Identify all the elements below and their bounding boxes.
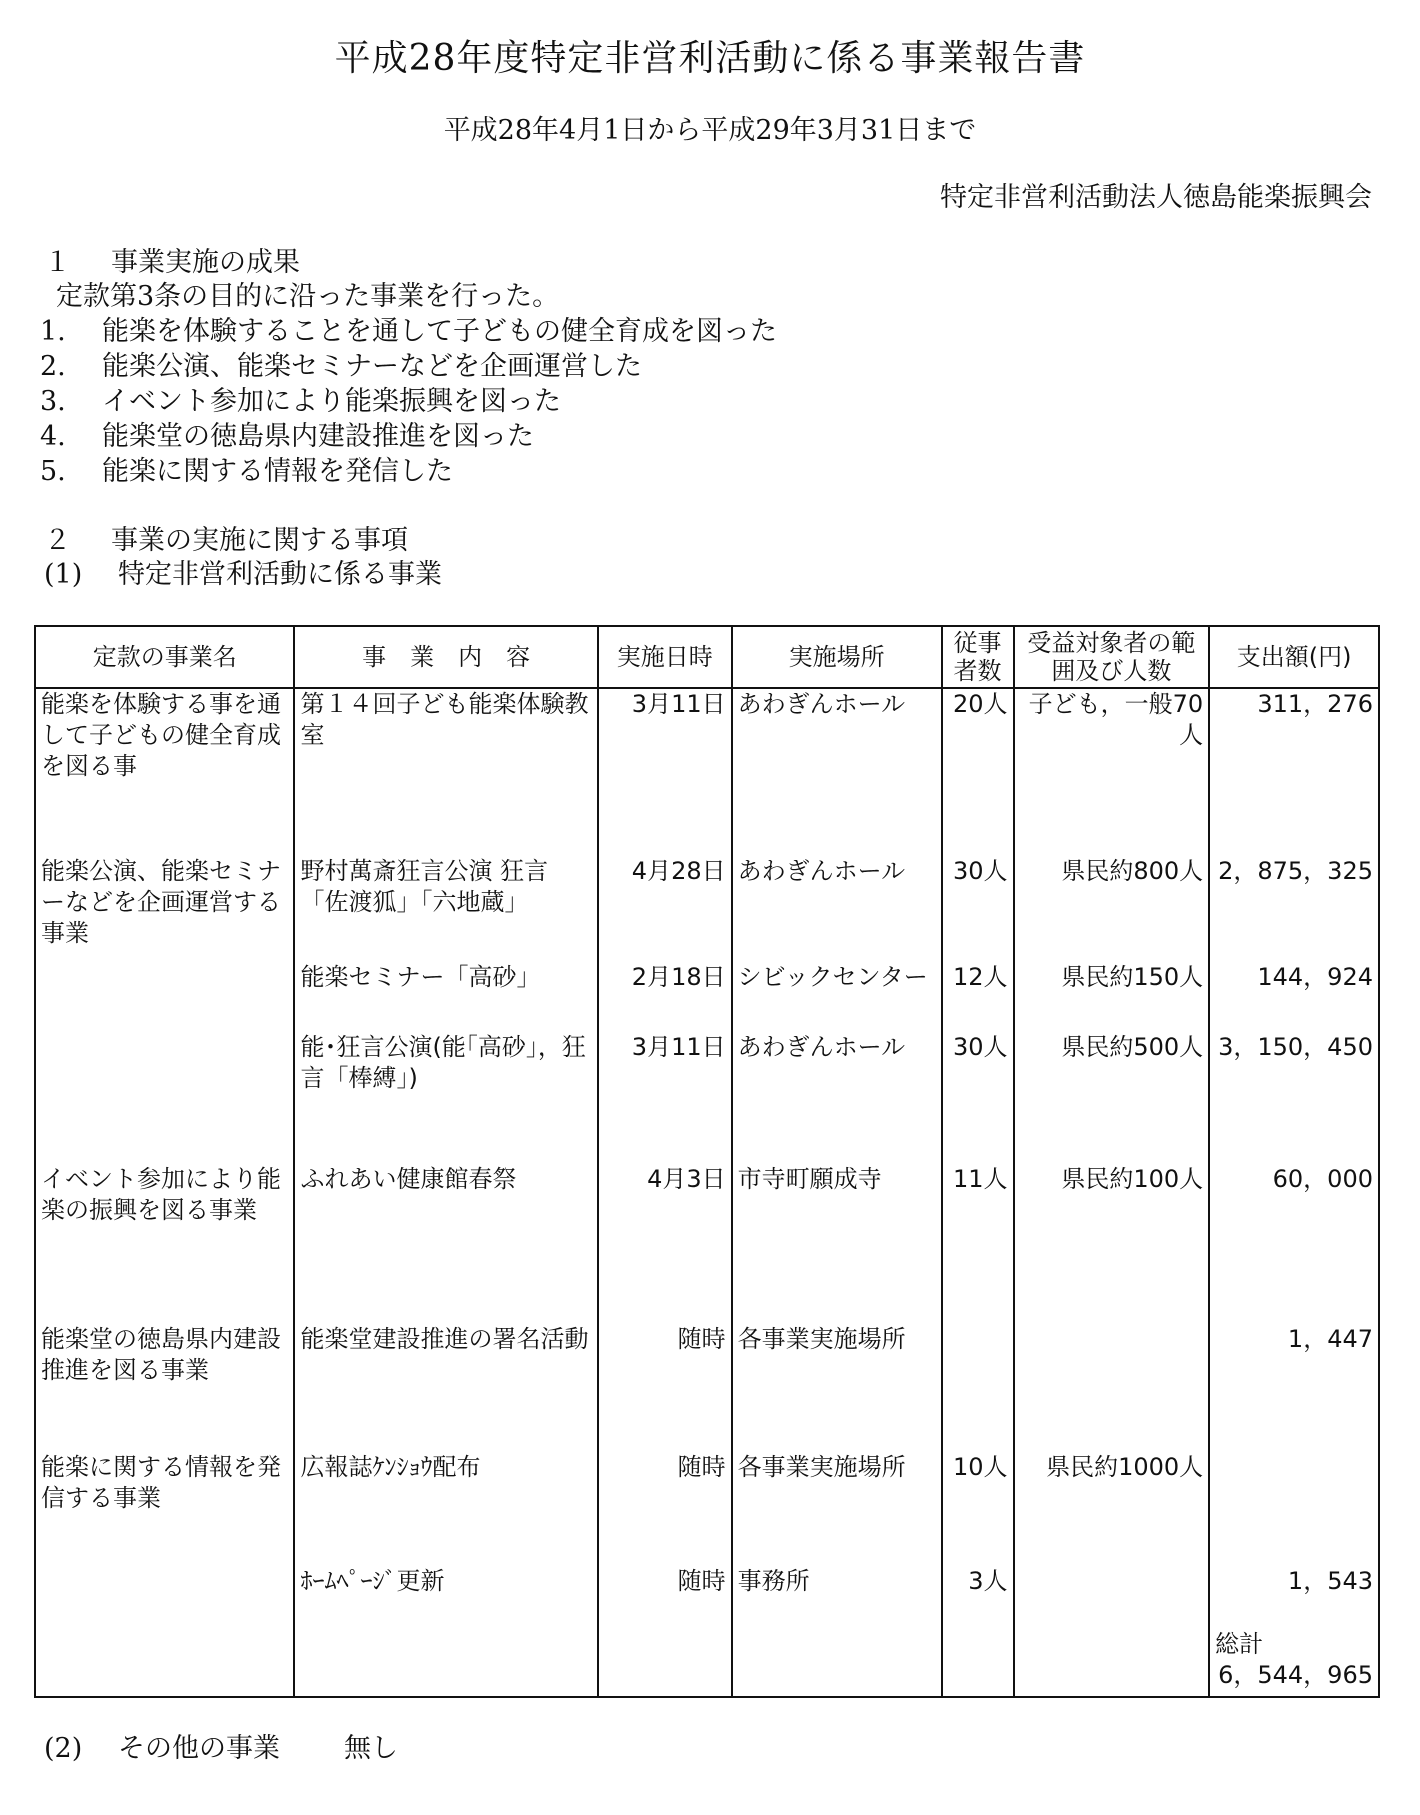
section1-heading xyxy=(44,246,300,280)
cell-date: 3月11日 xyxy=(598,1032,732,1164)
item-number: 1. xyxy=(40,316,66,347)
achievement-item xyxy=(40,350,642,384)
cell-place: 各事業実施場所 xyxy=(732,1324,942,1452)
cell-business-name: 能楽公演、能楽セミナーなどを企画運営する事業 xyxy=(35,856,294,1164)
cell-date: 随時 xyxy=(598,1566,732,1697)
business-report-table xyxy=(34,625,1380,1698)
cell-date: 4月28日 xyxy=(598,856,732,962)
table-row xyxy=(35,688,1379,856)
subsection1-number: (1) xyxy=(44,559,83,590)
cell-date: 随時 xyxy=(598,1452,732,1566)
header-beneficiary: 受益対象者の範囲及び人数 xyxy=(1014,626,1210,688)
cell-staff: 11人 xyxy=(942,1164,1014,1324)
item-text: イベント参加により能楽振興を図った xyxy=(102,386,561,417)
cell-place: 各事業実施場所 xyxy=(732,1452,942,1566)
cell-beneficiary: 県民約800人 xyxy=(1014,856,1210,962)
cell-place: シビックセンター xyxy=(732,962,942,1032)
total-value: 6，544，965 xyxy=(1218,1661,1373,1689)
cell-place: 事務所 xyxy=(732,1566,942,1697)
item-text: 能楽堂の徳島県内建設推進を図った xyxy=(102,421,534,452)
cell-amount: 1，447 xyxy=(1209,1324,1379,1452)
cell-content: 第１４回子ども能楽体験教室 xyxy=(294,688,597,856)
header-staff-count: 従事者数 xyxy=(942,626,1014,688)
cell-content: 能楽堂建設推進の署名活動 xyxy=(294,1324,597,1452)
subsection2-value: 無し xyxy=(344,1733,398,1764)
section2-heading xyxy=(44,524,408,558)
cell-staff: 12人 xyxy=(942,962,1014,1032)
table-row xyxy=(35,856,1379,962)
cell-business-name: イベント参加により能楽の振興を図る事業 xyxy=(35,1164,294,1324)
cell-staff: 10人 xyxy=(942,1452,1014,1566)
cell-date: 3月11日 xyxy=(598,688,732,856)
header-business-name: 定款の事業名 xyxy=(35,626,294,688)
organization-name: 特定非営利活動法人徳島能楽振興会 xyxy=(940,182,1372,213)
cell-beneficiary: 県民約150人 xyxy=(1014,962,1210,1032)
cell-content: ﾎｰﾑﾍﾟｰｼﾞ更新 xyxy=(294,1566,597,1697)
subsection2-title: その他の事業 xyxy=(118,1733,280,1764)
cell-place: あわぎんホール xyxy=(732,1032,942,1164)
cell-beneficiary xyxy=(1014,1566,1210,1697)
header-date: 実施日時 xyxy=(598,626,732,688)
item-text: 能楽に関する情報を発信した xyxy=(102,456,453,487)
cell-amount: 3，150，450 xyxy=(1209,1032,1379,1164)
cell-staff: 30人 xyxy=(942,1032,1014,1164)
section1-intro: 定款第3条の目的に沿った事業を行った。 xyxy=(56,281,560,312)
section1-number: １ xyxy=(44,247,71,278)
subsection2-number: (2) xyxy=(44,1733,83,1764)
item-number: 3. xyxy=(40,386,66,417)
cell-staff: 20人 xyxy=(942,688,1014,856)
item-text: 能楽公演、能楽セミナーなどを企画運営した xyxy=(102,351,642,382)
total-label: 総計 xyxy=(1215,1630,1264,1658)
cell-date: 4月3日 xyxy=(598,1164,732,1324)
cell-beneficiary: 県民約500人 xyxy=(1014,1032,1210,1164)
header-content: 事 業 内 容 xyxy=(294,626,597,688)
cell-beneficiary: 子ども，一般70人 xyxy=(1014,688,1210,856)
header-amount: 支出額(円) xyxy=(1209,626,1379,688)
cell-place: あわぎんホール xyxy=(732,856,942,962)
subsection2 xyxy=(44,1732,398,1766)
section2-title: 事業の実施に関する事項 xyxy=(111,525,408,556)
cell-beneficiary: 県民約1000人 xyxy=(1014,1452,1210,1566)
achievement-item xyxy=(40,455,453,489)
cell-amount: 60，000 xyxy=(1209,1164,1379,1324)
cell-staff xyxy=(942,1324,1014,1452)
table-row xyxy=(35,1164,1379,1324)
document-title: 平成28年度特定非営利活動に係る事業報告書 xyxy=(334,38,1086,79)
header-place: 実施場所 xyxy=(732,626,942,688)
item-number: 5. xyxy=(40,456,66,487)
table-header-row xyxy=(35,626,1379,688)
section1-title: 事業実施の成果 xyxy=(111,247,300,278)
report-period: 平成28年4月1日から平成29年3月31日まで xyxy=(443,115,977,146)
cell-business-name: 能楽に関する情報を発信する事業 xyxy=(35,1452,294,1697)
subsection1-heading xyxy=(44,558,442,592)
cell-beneficiary: 県民約100人 xyxy=(1014,1164,1210,1324)
cell-staff: 30人 xyxy=(942,856,1014,962)
cell-beneficiary xyxy=(1014,1324,1210,1452)
cell-amount xyxy=(1209,1452,1379,1566)
cell-date: 2月18日 xyxy=(598,962,732,1032)
cell-amount-value: 1，543 xyxy=(1287,1567,1373,1595)
item-number: 4. xyxy=(40,421,66,452)
cell-content: 野村萬斎狂言公演 狂言「佐渡狐」「六地蔵」 xyxy=(294,856,597,962)
subsection1-title: 特定非営利活動に係る事業 xyxy=(118,559,442,590)
cell-place: 市寺町願成寺 xyxy=(732,1164,942,1324)
section2-number: ２ xyxy=(44,525,71,556)
cell-amount: 311，276 xyxy=(1209,688,1379,856)
cell-content: 能楽セミナー「高砂」 xyxy=(294,962,597,1032)
achievement-item xyxy=(40,385,561,419)
item-text: 能楽を体験することを通して子どもの健全育成を図った xyxy=(102,316,777,347)
cell-amount xyxy=(1209,1566,1379,1697)
cell-date: 随時 xyxy=(598,1324,732,1452)
cell-content: 広報誌ｹﾝｼｮｳ配布 xyxy=(294,1452,597,1566)
cell-content: ふれあい健康館春祭 xyxy=(294,1164,597,1324)
table-row xyxy=(35,1324,1379,1452)
achievement-item xyxy=(40,315,777,349)
cell-content: 能･狂言公演(能｢高砂｣，狂言「棒縛」) xyxy=(294,1032,597,1164)
cell-business-name: 能楽堂の徳島県内建設推進を図る事業 xyxy=(35,1324,294,1452)
achievement-item xyxy=(40,420,534,454)
cell-business-name: 能楽を体験する事を通して子どもの健全育成を図る事 xyxy=(35,688,294,856)
cell-amount: 144，924 xyxy=(1209,962,1379,1032)
cell-staff: 3人 xyxy=(942,1566,1014,1697)
table-row xyxy=(35,1452,1379,1566)
cell-amount: 2，875，325 xyxy=(1209,856,1379,962)
cell-place: あわぎんホール xyxy=(732,688,942,856)
item-number: 2. xyxy=(40,351,66,382)
